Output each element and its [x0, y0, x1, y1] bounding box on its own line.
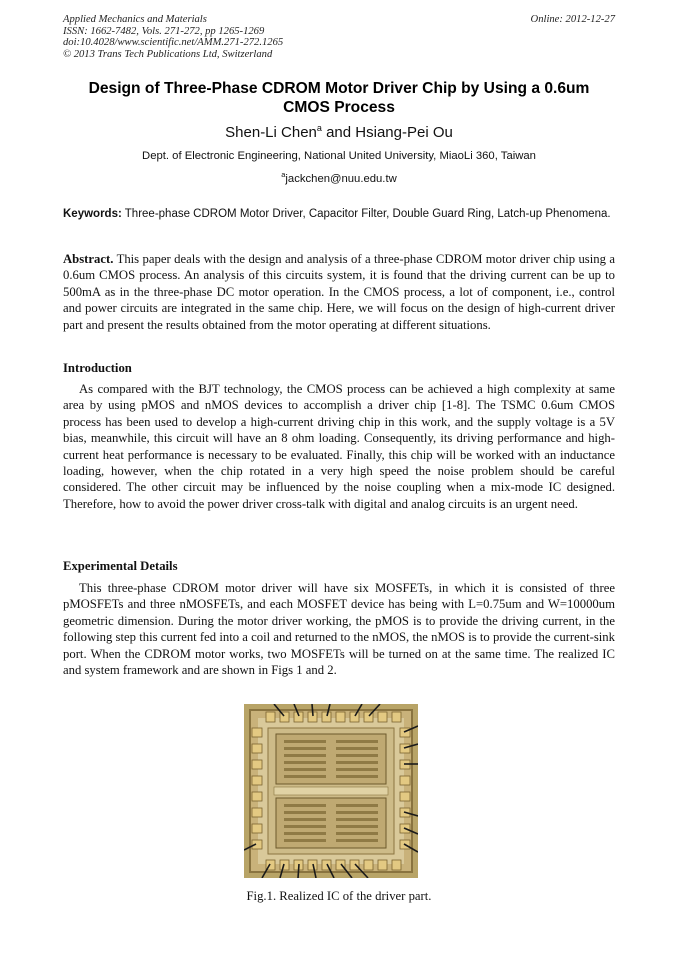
- keywords-text: Three-phase CDROM Motor Driver, Capacitor Filter, Double Guard Ring, Latch-up Phenomena.: [121, 208, 611, 220]
- author-2: Hsiang-Pei Ou: [355, 124, 453, 141]
- experimental-text: This three-phase CDROM motor driver will have six MOSFETs, in which it is consisted of three pMOSFETs and three nMOSFETs, and each MOSFET device has being with L=0.75um and W=10000um geometric dimension. During the motor driver working, the pMOS is to provide the driving current, in the following step this current fed into a coil and returned to the nMOS, the nMOS is to provide the current-sink port. When the CDROM motor works, two MOSFETs will be turned on at the same time. The realized IC and system framework and are shown in Figs 1 and 2.: [63, 581, 615, 678]
- abstract-text: This paper deals with the design and analysis of a three-phase CDROM motor driver chip using a 0.6um CMOS process. An analysis of this circuits system, it is found that the driving current can be up to 500mA as in the three-phase DC motor operation. In the CMOS process, a lot of component, i.e., control and power circuits are integrated in the same chip. Here, we will focus on the design of high-current driver part and present the results obtained from the motor operating at different situations.: [63, 252, 615, 332]
- author-line: [63, 123, 615, 141]
- ic-die-photo: [244, 704, 418, 878]
- issn-line: ISSN: 1662-7482, Vols. 271-272, pp 1265-1269: [63, 25, 265, 37]
- section-heading-introduction: Introduction: [63, 361, 132, 375]
- email-line: [63, 170, 615, 185]
- online-date: Online: 2012-12-27: [530, 14, 615, 25]
- abstract: [63, 251, 615, 333]
- section-heading-experimental: Experimental Details: [63, 559, 178, 573]
- journal-header: [63, 14, 615, 60]
- journal-name: Applied Mechanics and Materials: [63, 14, 207, 25]
- author-1: Shen-Li Chen: [225, 124, 317, 141]
- paper-title: Design of Three-Phase CDROM Motor Driver Chip by Using a 0.6um CMOS Process: [88, 80, 590, 116]
- figure-caption: Fig.1. Realized IC of the driver part.: [246, 889, 432, 903]
- keywords-label: Keywords:: [63, 208, 122, 220]
- introduction-text: As compared with the BJT technology, the CMOS process can be achieved a high complexity at same area by using pMOS and nMOS devices to accomplish a driver chip [1-8]. The TSMC 0.6um CMOS process has been used to develop a high-current driving chip in this work, and the supply voltage is a 5V bias, meanwhile, this circuit will have an 8 ohm loading. Consequently, its driving performance and high-current heat performance is necessary to be evaluated. Finally, this chip will be worked with an inductance loading, however, when the chip rotated in a very high speed the noise problem should be careful considered. The other circuit may be influenced by the noise coupling when a mix-mode IC designed. Therefore, how to avoid the power driver cross-talk with digital and analog circuits is an urgent need.: [63, 382, 615, 511]
- copyright-line: © 2013 Trans Tech Publications Ltd, Switzerland: [63, 48, 273, 60]
- doi-line: doi:10.4028/www.scientific.net/AMM.271-272.1265: [63, 37, 284, 49]
- email-affil-mark: a: [281, 170, 286, 179]
- abstract-label: Abstract.: [63, 252, 114, 266]
- author-joiner: and: [321, 124, 356, 141]
- email-address[interactable]: jackchen@nuu.edu.tw: [285, 172, 397, 185]
- keywords: [63, 207, 615, 222]
- author-1-affil-mark: a: [316, 123, 322, 133]
- affiliation: Dept. of Electronic Engineering, National United University, MiaoLi 360, Taiwan: [142, 150, 536, 162]
